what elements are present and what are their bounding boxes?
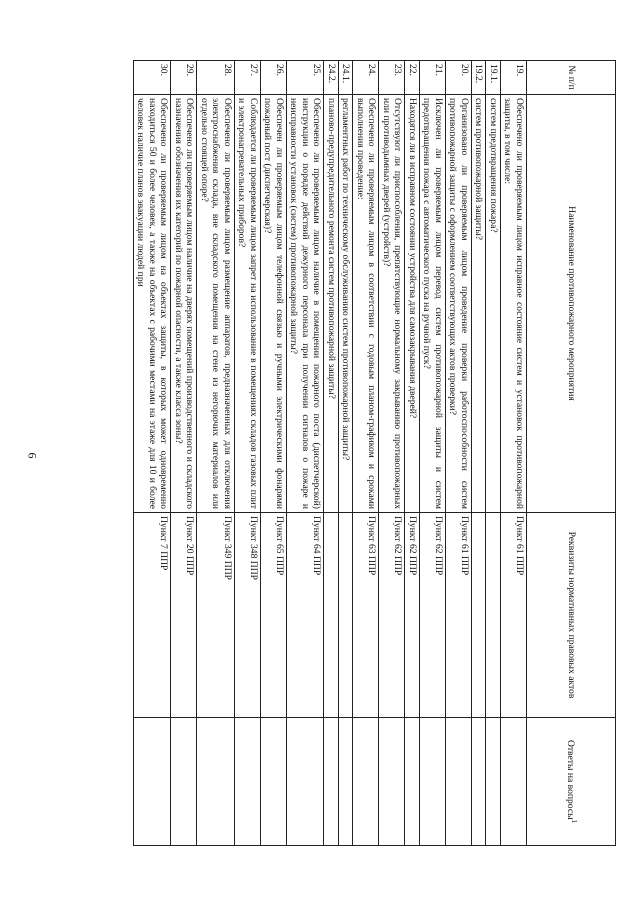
row-requisites bbox=[339, 513, 354, 718]
row-number: 23. bbox=[379, 61, 405, 95]
row-answer bbox=[486, 718, 501, 846]
row-answer bbox=[446, 718, 472, 846]
row-requisites: Пункт 61 ППР bbox=[446, 513, 472, 718]
table-row bbox=[339, 61, 354, 846]
row-requisites bbox=[486, 513, 501, 718]
table-row bbox=[134, 61, 172, 846]
row-measure-name: планово-предупредительного ремонта систем противопожарной защиты? bbox=[324, 95, 339, 513]
row-number: 21. bbox=[420, 61, 446, 95]
row-answer bbox=[197, 718, 235, 846]
table-row bbox=[446, 61, 472, 846]
row-measure-name: Обеспечено ли проверяемым лицом на объектах защиты, в которых может одновременно находиться 50 и более человек, а также на объектах с рабочими местами на этаже для 10 и более человек наличие планов эвакуации людей при bbox=[134, 95, 172, 513]
row-measure-name: Обеспечено ли проверяемым лицом наличие на дверях помещений производственного и складского назначения обозначения их категорий по пожарной опасности, а также класса зоны? bbox=[171, 95, 197, 513]
header-name: Наименование противопожарного мероприятия bbox=[527, 95, 616, 513]
row-requisites bbox=[472, 513, 487, 718]
row-requisites: Пункт 20 ППР bbox=[171, 513, 197, 718]
row-measure-name: Исключен ли проверяемым лицом перевод систем противопожарной защиты и систем предотвращения пожара с автоматического пуска на ручной пуск? bbox=[420, 95, 446, 513]
row-requisites: Пункт 349 ППР bbox=[197, 513, 235, 718]
row-number: 24.2. bbox=[324, 61, 339, 95]
row-measure-name: систем противопожарной защиты? bbox=[472, 95, 487, 513]
header-answer bbox=[527, 718, 616, 846]
row-number: 24.1. bbox=[339, 61, 354, 95]
row-answer bbox=[287, 718, 325, 846]
table-row bbox=[405, 61, 420, 846]
row-measure-name: Организовано ли проверяемым лицом проведение проверки работоспособности систем противопожарной защиты с оформлением соответствующих актов проверки? bbox=[446, 95, 472, 513]
table-row bbox=[379, 61, 405, 846]
table-row bbox=[261, 61, 287, 846]
row-measure-name: Соблюдается ли проверяемым лицом запрет на использование в помещениях складов газовых плит и электронагревательных приборов? bbox=[235, 95, 261, 513]
row-measure-name: Находятся ли в исправном состоянии устройства для самозакрывания дверей? bbox=[405, 95, 420, 513]
row-measure-name: регламентных работ по техническому обслуживанию систем противопожарной защиты? bbox=[339, 95, 354, 513]
row-answer bbox=[353, 718, 379, 846]
table-row bbox=[287, 61, 325, 846]
table-row bbox=[171, 61, 197, 846]
table-row bbox=[501, 61, 527, 846]
fire-safety-checklist-table bbox=[133, 60, 616, 846]
row-number: 19. bbox=[501, 61, 527, 95]
header-num: № п/п bbox=[527, 61, 616, 95]
row-requisites: Пункт 348 ППР bbox=[235, 513, 261, 718]
table-row bbox=[420, 61, 446, 846]
row-measure-name: систем предотвращения пожара? bbox=[486, 95, 501, 513]
row-number: 20. bbox=[446, 61, 472, 95]
row-requisites: Пункт 65 ППР bbox=[261, 513, 287, 718]
row-requisites: Пункт 61 ППР bbox=[501, 513, 527, 718]
table-row bbox=[197, 61, 235, 846]
row-answer bbox=[420, 718, 446, 846]
row-measure-name: Обеспечено ли проверяемым лицом исправное состояние систем и установок противопожарной защиты, в том числе: bbox=[501, 95, 527, 513]
row-number: 25. bbox=[287, 61, 325, 95]
header-answer-label: Ответы на вопросы bbox=[564, 739, 576, 820]
row-measure-name: Обеспечено ли проверяемым лицом в соответствии с годовым планом-графиком и сроками выполнения проведение: bbox=[353, 95, 379, 513]
table-header-row bbox=[527, 61, 616, 846]
row-requisites: Пункт 7 ППР bbox=[134, 513, 172, 718]
row-requisites: Пункт 62 ППР bbox=[405, 513, 420, 718]
row-answer bbox=[324, 718, 339, 846]
row-answer bbox=[379, 718, 405, 846]
row-answer bbox=[134, 718, 172, 846]
row-answer bbox=[261, 718, 287, 846]
row-requisites: Пункт 64 ППР bbox=[287, 513, 325, 718]
row-number: 19.1. bbox=[486, 61, 501, 95]
row-answer bbox=[472, 718, 487, 846]
row-number: 27. bbox=[235, 61, 261, 95]
table-row bbox=[472, 61, 487, 846]
table-row bbox=[235, 61, 261, 846]
row-number: 19.2. bbox=[472, 61, 487, 95]
row-answer bbox=[405, 718, 420, 846]
row-number: 28. bbox=[197, 61, 235, 95]
rotated-table-container bbox=[63, 60, 616, 845]
row-measure-name: Обеспечено ли проверяемым лицом наличие в помещении пожарного поста (диспетчерской) инструкции о порядке действий дежурного персонала при получении сигналов о пожаре и неисправности установок (систем) противопожарной защиты? bbox=[287, 95, 325, 513]
row-requisites: Пункт 62 ППР bbox=[420, 513, 446, 718]
row-answer bbox=[501, 718, 527, 846]
row-requisites bbox=[324, 513, 339, 718]
table-row bbox=[486, 61, 501, 846]
row-requisites: Пункт 62 ППР bbox=[379, 513, 405, 718]
row-measure-name: Обеспечен ли проверяемым лицом телефонной связью и ручными электрическими фонарями пожарный пост (диспетчерская)? bbox=[261, 95, 287, 513]
row-measure-name: Обеспечено ли проверяемым лицом размещение аппаратов, предназначенных для отключения электроснабжения склада, вне складского помещения на стене из негорючих материалов или отдельно стоящей опоре? bbox=[197, 95, 235, 513]
row-number: 26. bbox=[261, 61, 287, 95]
row-measure-name: Отсутствуют ли приспособления, препятствующие нормальному закрыванию противопожарных или противодымных дверей (устройств)? bbox=[379, 95, 405, 513]
table-row bbox=[353, 61, 379, 846]
row-requisites: Пункт 63 ППР bbox=[353, 513, 379, 718]
row-number: 24. bbox=[353, 61, 379, 95]
row-number: 30. bbox=[134, 61, 172, 95]
row-number: 22. bbox=[405, 61, 420, 95]
header-requisites: Реквизиты нормативных правовых актов bbox=[527, 513, 616, 718]
page-number: 6 bbox=[25, 452, 40, 459]
footnote-mark: 1 bbox=[569, 819, 578, 824]
table-row bbox=[324, 61, 339, 846]
row-answer bbox=[235, 718, 261, 846]
row-answer bbox=[171, 718, 197, 846]
row-number: 29. bbox=[171, 61, 197, 95]
row-answer bbox=[339, 718, 354, 846]
